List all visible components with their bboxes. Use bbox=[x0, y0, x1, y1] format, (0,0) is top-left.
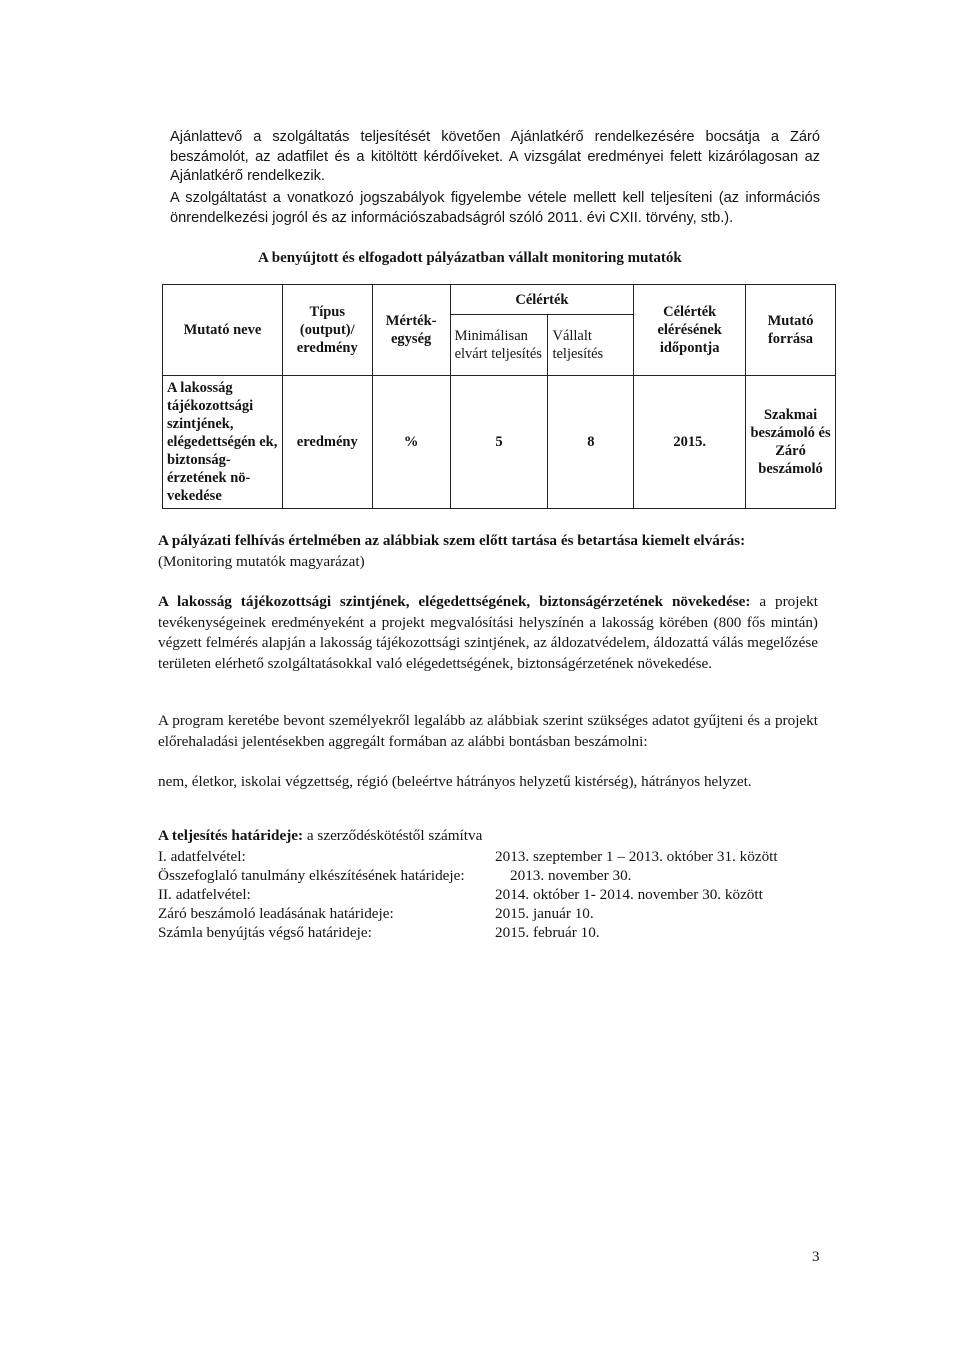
deadline-label: II. adatfelvétel: bbox=[158, 886, 251, 903]
header-forrasa: Mutató forrása bbox=[746, 285, 836, 376]
deadline-value: 2013. szeptember 1 – 2013. október 31. között bbox=[495, 848, 778, 865]
row-mertekegyseg: % bbox=[372, 376, 450, 509]
data-collection-paragraph bbox=[158, 711, 818, 752]
row-idopont: 2015. bbox=[634, 376, 746, 509]
deadline-label: Záró beszámoló leadásának határideje: bbox=[158, 905, 394, 922]
row-tipus: eredmény bbox=[282, 376, 372, 509]
monitoring-table bbox=[162, 284, 836, 509]
deadline-value: 2015. február 10. bbox=[495, 924, 600, 941]
deadline-value: 2015. január 10. bbox=[495, 905, 594, 922]
row-mutato-neve: A lakosság tájékozottsági szintjének, elégedettségén ek, biztonság-érzetének nö-vekedése bbox=[163, 376, 283, 509]
intro-text-2: A szolgáltatást a vonatkozó jogszabályok figyelembe vétele mellett kell teljesíteni (az információs önrendelkezési jogról és az információszabadságról szóló 2011. évi CXII. törvény, stb.). bbox=[170, 190, 820, 226]
breakdown-paragraph bbox=[158, 772, 818, 793]
intro-paragraph-2 bbox=[170, 189, 820, 228]
expectation-paragraph bbox=[158, 531, 818, 572]
header-minimalisan: Minimálisan elvárt teljesítés bbox=[450, 315, 548, 376]
header-mertekegyseg: Mérték-egység bbox=[372, 285, 450, 376]
deadline-label: Összefoglaló tanulmány elkészítésének határideje: bbox=[158, 867, 465, 884]
header-tipus: Típus (output)/ eredmény bbox=[282, 285, 372, 376]
row-forras: Szakmai beszámoló és Záró beszámoló bbox=[746, 376, 836, 509]
indicator-heading: A lakosság tájékozottsági szintjének, elégedettségének, biztonságérzetének növekedése: bbox=[158, 593, 751, 610]
header-vallalt: Vállalt teljesítés bbox=[548, 315, 634, 376]
row-minimalisan: 5 bbox=[450, 376, 548, 509]
deadline-label: I. adatfelvétel: bbox=[158, 848, 246, 865]
deadline-heading-paragraph bbox=[158, 826, 818, 847]
header-eleresenek: Célérték elérésének időpontja bbox=[634, 285, 746, 376]
indicator-explanation bbox=[158, 592, 818, 674]
deadline-value: 2013. november 30. bbox=[510, 867, 632, 884]
row-vallalt: 8 bbox=[548, 376, 634, 509]
deadline-label: Számla benyújtás végső határideje: bbox=[158, 924, 372, 941]
expectation-subtitle: (Monitoring mutatók magyarázat) bbox=[158, 552, 365, 570]
expectation-heading: A pályázati felhívás értelmében az alábbiak szem előtt tartása és betartása kiemelt elvárás: bbox=[158, 532, 746, 549]
data-collection-text: A program keretébe bevont személyekről legalább az alábbiak szerint szükséges adatot gyűjteni és a projekt előrehaladási jelentésekben aggregált formában az alábbi bontásban beszámolni: bbox=[158, 712, 818, 750]
intro-paragraph-1 bbox=[170, 128, 820, 187]
deadline-value: 2014. október 1- 2014. november 30. között bbox=[495, 886, 763, 903]
header-celertek: Célérték bbox=[450, 285, 634, 315]
indicator-text: a projekt tevékenységeinek eredményeként a projekt megvalósítási helyszínén a lakosság körében (800 fős mintán) végzett felmérés alapján a lakosság tájékozottsági szintjének, az áldozatvédelem, áldozattá válás megelőzése területen elérhető szolgáltatásokkal való elégedettségének, biztonságérzetének növekedése. bbox=[158, 593, 818, 672]
page-number: 3 bbox=[812, 1249, 820, 1265]
table-title: A benyújtott és elfogadott pályázatban vállalt monitoring mutatók bbox=[258, 250, 682, 266]
header-mutato-neve: Mutató neve bbox=[163, 285, 283, 376]
deadline-heading: A teljesítés határideje: bbox=[158, 827, 304, 844]
deadline-heading-rest: a szerződéskötéstől számítva bbox=[306, 827, 483, 844]
breakdown-text: nem, életkor, iskolai végzettség, régió (beleértve hátrányos helyzetű kistérség), hátrányos helyzet. bbox=[158, 773, 752, 790]
intro-text-1: Ajánlattevő a szolgáltatás teljesítését követően Ajánlatkérő rendelkezésére bocsátja a Záró beszámolót, az adatfilet és a kitöltött kérdőíveket. A vizsgálat eredményei felett kizárólagosan az Ajánlatkérő rendelkezik. bbox=[170, 129, 820, 184]
